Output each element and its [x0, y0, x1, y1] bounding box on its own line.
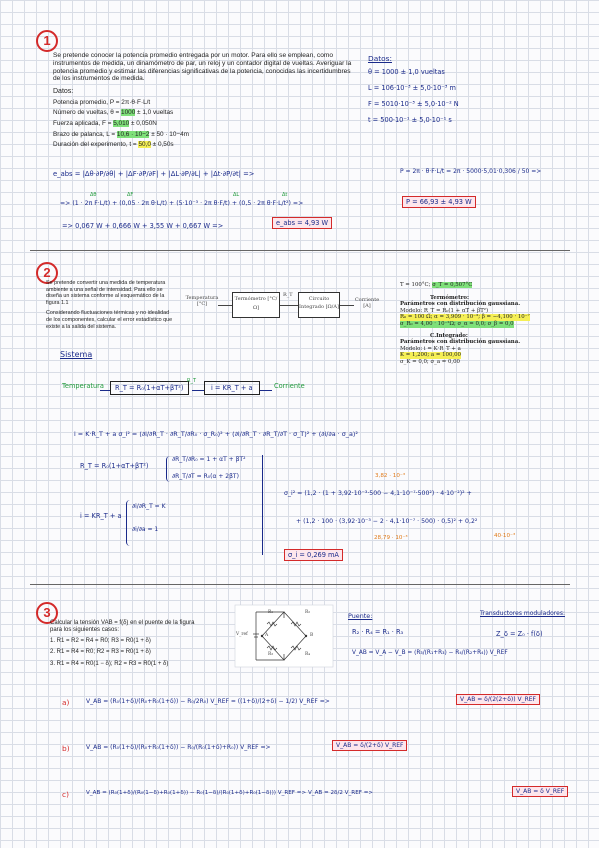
sigma-squared-b: + (1,2 · 100 · (3,92·10⁻³ − 2 · 4,1·10⁻⁷ · 500) · 0,5)² + 0,2² — [296, 518, 478, 525]
case-b-label: b) — [62, 744, 70, 753]
bridge-r4: R₄ — [305, 652, 311, 657]
puente-line-2: V_AB = V_A − V_B = (R₃/(R₁+R₃) − R₄/(R₂+R₄)) V_REF — [352, 650, 508, 656]
sigma-t: σ_T = 0,507°C — [432, 282, 473, 288]
brace-2 — [126, 500, 131, 546]
bridge-r3: R₃ — [268, 652, 274, 657]
diag-in-label: Temperatura [°C] — [185, 295, 219, 307]
ci-title: C.Integrado: — [430, 332, 468, 339]
delta-f: ΔF — [127, 192, 134, 198]
bridge-schematic — [234, 604, 334, 668]
e-abs-line: e_abs = |Δθ·∂P/∂θ| + |ΔF·∂P/∂F| + |ΔL·∂P/∂L| + |Δt·∂P/∂t| => — [53, 170, 255, 178]
datos-title: Datos: — [53, 88, 74, 96]
power-result: P = 66,93 ± 4,93 W — [402, 196, 476, 208]
trans-title: Transductores moduladores: — [480, 610, 565, 617]
hw-datos-block — [368, 54, 459, 124]
bridge-r2: R₂ — [305, 610, 311, 615]
hw-diag-arrow-3 — [260, 390, 272, 391]
sum-line: => 0,067 W + 0,666 W + 3,55 W + 0,667 W => — [62, 222, 224, 230]
power-formula: P = 2π · θ·F·L/t = 2π · 5000·5,01·0,306 / 50 => — [400, 168, 542, 175]
ci-sigmas: σ_K = 0,0; σ_a = 0,00 — [400, 358, 460, 365]
hw-diag-arrow-2 — [192, 390, 204, 391]
hw-diag-arrow-1 — [100, 390, 110, 391]
termo-sigmas: σ_R₀ = 4,00 · 10⁻²Ω; σ_α = 0,0; σ_β = 0,0 — [400, 320, 514, 327]
problem-2-text-2: Considerando fluctuaciones térmicas y no idealidad de los componentes, calcular el error estadístico que existe a la salida del sistema. — [46, 310, 173, 330]
datos-hl-2: 5,010 — [113, 119, 130, 127]
puente-line-1: R₂ · R₄ = R₁ · R₃ — [352, 628, 404, 636]
hw-diag-mid: R_T — [187, 378, 197, 384]
diag-arrow-2 — [280, 305, 298, 306]
problem-2-text: Se pretende convertir una medida de temperatura ambiente a una señal de intensidad. Para ello se diseña un sistema conforme al esquemático de la figura 1.1 — [46, 280, 166, 306]
datos-post-2: ± 0,050N — [131, 119, 157, 127]
case-1: 1. R1 = R2 = R4 = R0; R3 = R0(1 + δ) — [50, 637, 151, 644]
problem-1-statement — [53, 52, 353, 149]
deriv-4: ∂i/∂a = 1 — [132, 526, 159, 533]
t-value: T = 100°C; — [400, 282, 431, 288]
problem-3-text: Calcular la tensión VAB = f(δ) en el puente de la figura para los siguientes casos: — [50, 620, 195, 634]
ci-sub: Parámetros con distribución gaussiana. — [400, 339, 521, 346]
brace-1 — [166, 456, 171, 482]
termo-model: Modelo: R_T = R₀(1 + αT + βT²) — [400, 307, 489, 314]
problem-1-text: Se pretende conocer la potencia promedio entregada por un motor. Para ello se emplean, como instrumentos de medida, un dinamómetro de par, un reloj y un contador digital de vueltas. Averiguar la potencia promedio y estimar las diferencias significativas de la potencia, conocidas las incertidumbres de los instrumentos de medida. — [53, 52, 352, 83]
vertical-divider — [262, 455, 263, 555]
case-b-result: V_AB = δ/(2+δ) V_REF — [332, 740, 407, 751]
datos-hl-3: 10,6 · 10−2 — [116, 130, 150, 138]
termo-vals: R₀ = 100 Ω; α = 3,909 · 10⁻³; β = −4,100 · 10⁻⁷ — [400, 314, 530, 321]
e-abs-result: e_abs = 4,93 W — [272, 217, 332, 229]
hw-datos-2: F = 5010·10⁻³ ± 5,0·10⁻² N — [368, 100, 459, 108]
case-a-equation: V_AB = (R₀(1+δ)/(R₀+R₀(1+δ)) − R₀/2R₀) V_REF = ((1+δ)/(2+δ) − 1/2) V_REF => — [86, 698, 330, 705]
puente-title: Puente: — [348, 612, 373, 620]
sigma-result: σ_i = 0,269 mA — [284, 549, 343, 561]
hw-datos-1: L = 106·10⁻³ ± 5,0·10⁻³ m — [368, 84, 456, 92]
diag-out-label: Corriente [A] — [354, 297, 380, 309]
sistema-label: Sistema — [60, 350, 93, 359]
hw-diag-box-2: i = KR_T + a — [204, 381, 260, 395]
case-a-result: V_AB = δ/(2(2+δ)) V_REF — [456, 694, 540, 705]
hw-datos-title: Datos: — [368, 54, 392, 63]
datos-post-4: ± 0,50s — [152, 141, 174, 149]
diag-arrow-1 — [218, 305, 232, 306]
substitution-line: => (1 · 2π F·L/t) + (0,05 · 2π θ·L/t) + (5·10⁻³ · 2π θ·F/t) + (0,5 · 2π θ·F·L/t²) => — [60, 200, 304, 207]
bridge-b: B — [310, 633, 314, 638]
delta-l: ΔL — [233, 192, 240, 198]
datos-line-3 — [53, 131, 353, 139]
hw-diag-box-1: R_T = R₀(1+αT+βT²) — [110, 381, 189, 395]
sigma-equation: i = K·R_T + a σ_i² = (∂i/∂R_T · ∂R_T/∂R₀ · σ_R₀)² + (∂i/∂R_T · ∂R_T/∂T · σ_T)² + (∂i/∂a · σ_a)² — [74, 430, 358, 438]
bridge-figure — [234, 604, 334, 668]
hw-diag-in: Temperatura — [62, 382, 104, 390]
hw-diag-out: Corriente — [274, 382, 305, 390]
diag-mid-label: R_T — [283, 292, 293, 298]
termo-sub: Parámetros con distribución gaussiana. — [400, 301, 521, 308]
case-a-label: a) — [62, 698, 70, 707]
datos-line-2 — [53, 120, 353, 128]
datos-pre-1: Número de vueltas, θ = — [53, 109, 120, 117]
datos-pre-2: Fuerza aplicada, F = — [53, 119, 112, 127]
hw-datos-3: t = 500·10⁻¹ ± 5,0·10⁻¹ s — [368, 116, 452, 124]
termo-title: Termómetro: — [430, 294, 470, 301]
datos-post-3: ± 50 · 10−4m — [151, 130, 189, 138]
case-2: 2. R1 = R4 = R0; R2 = R3 = R0(1 + δ) — [50, 649, 151, 656]
problem-3-number: 3 — [36, 602, 58, 624]
sigma-squared-a: σ_i² = (1,2 · (1 + 3,92·10⁻³·500 − 4,1·10⁻⁷·500²) · 4·10⁻²)² + — [284, 490, 472, 497]
t-line — [400, 282, 590, 289]
deriv-3: ∂i/∂R_T = K — [132, 503, 166, 510]
problem-3-statement — [50, 620, 200, 669]
problem-1-number: 1 — [36, 30, 58, 52]
deriv-2: ∂R_T/∂T = R₀(α + 2βT) — [172, 473, 239, 480]
diag-box-termometro: Termómetro [°C/Ω] — [232, 292, 280, 318]
case-c-equation: V_AB = (R₀(1+δ)/(R₀(1−δ)+R₀(1+δ)) − R₀(1−δ)/(R₀(1+δ)+R₀(1−δ))) V_REF => V_AB = 2δ/2 V_REF => — [86, 790, 374, 796]
separator-1 — [30, 250, 570, 251]
note-2: 28,79 · 10⁻³ — [374, 535, 408, 541]
case-c-label: c) — [62, 790, 69, 799]
datos-hl-4: 50,0 — [138, 141, 151, 149]
case-3: 3. R1 = R4 = R0(1 − δ); R2 = R3 = R0(1 + δ) — [50, 661, 169, 667]
datos-line-1 — [53, 109, 353, 117]
deriv-1: ∂R_T/∂R₀ = 1 + αT + βT² — [172, 456, 246, 463]
case-c-result: V_AB = δ V_REF — [512, 786, 568, 797]
trans-line: Z_δ = Z₀ · f(δ) — [496, 630, 543, 638]
i-equation: i = KR_T + a — [80, 512, 122, 520]
ci-vals: K = 1,200; a = 100,00 — [400, 352, 461, 359]
note-3: 40·10⁻³ — [494, 533, 516, 539]
ci-model: Modelo: i = K·R_T + a — [400, 345, 461, 352]
rt-equation: R_T = R₀(1+αT+βT²) — [80, 462, 149, 470]
delta-t: Δt — [282, 192, 288, 198]
datos-pre-4: Duración del experimento, t = — [53, 141, 137, 149]
datos-pre-3: Brazo de palanca, L = — [53, 130, 116, 138]
bridge-a: A — [265, 633, 269, 638]
problem-2-statement — [46, 280, 176, 330]
datos-line-0: Potencia promedio, P = 2π·θ·F·L/t — [53, 98, 151, 106]
datos-line-4 — [53, 141, 353, 149]
datos-hl-1: 1000 — [121, 109, 136, 117]
separator-2 — [30, 584, 570, 585]
problem-2-number: 2 — [36, 262, 58, 284]
datos-post-1: ± 1,0 vueltas — [137, 109, 174, 117]
note-1: 3,82 · 10⁻³ — [375, 473, 406, 479]
params-block — [400, 282, 590, 366]
case-b-equation: V_AB = (R₀(1+δ)/(R₀+R₀(1+δ)) − R₀/(R₀(1+δ)+R₀)) V_REF => — [86, 744, 271, 751]
delta-theta: Δθ — [90, 192, 97, 198]
diag-box-circuito: Circuito Integrado [Ω/A] — [298, 292, 340, 318]
bridge-vref: V_ref — [236, 632, 248, 637]
hw-datos-0: θ = 1000 ± 1,0 vueltas — [368, 68, 445, 76]
bridge-r1: R₁ — [268, 610, 274, 615]
